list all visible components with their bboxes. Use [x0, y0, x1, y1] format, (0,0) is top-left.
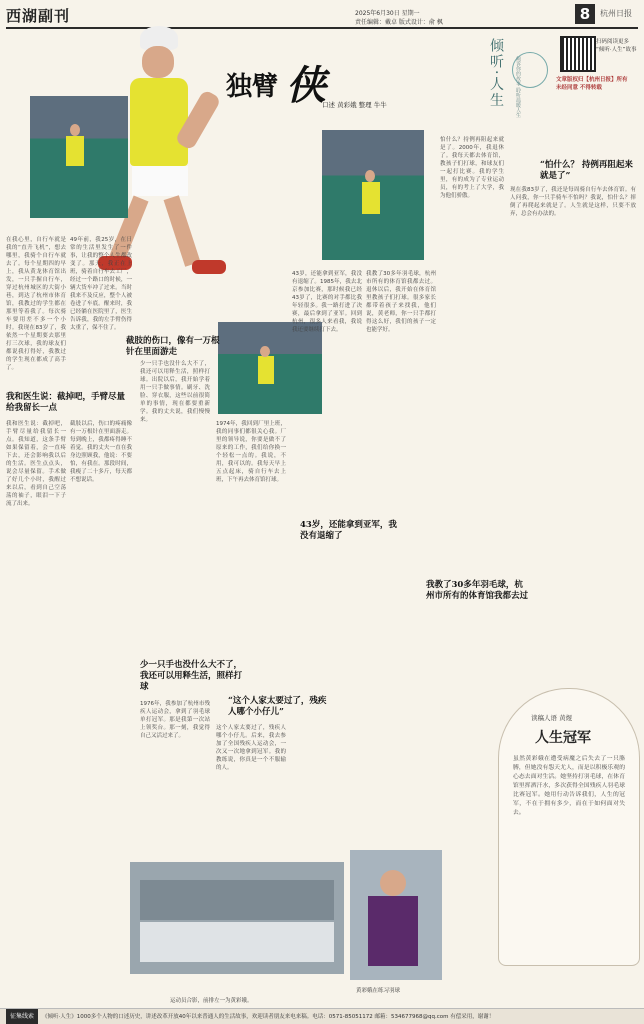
subhead-7: “怕什么？ 持例再阻起来就是了”: [540, 160, 633, 181]
shoe-right: [192, 260, 226, 274]
text-column: 我和医生说：截掉吧，手臂尽量给我留长一点。我知道，这条手臂如果保留着，会一直疼下去，还会影响我以后的生活。医生点点头，说会尽量保留。手术做了好几个小时，我醒过来以后，看到自己空荡荡的袖子，眼泪一下子流了出来。: [6, 421, 66, 507]
paper-name: 杭州日报: [600, 9, 632, 18]
text-column: 1976年，我参加了杭州市残疾人运动会，拿到了羽毛球单打冠军。那是我第一次站上领奖台。那一刻，我觉得自己又活过来了。: [140, 701, 210, 739]
subhead-4: “这个人家太要过了，残疾人哪个小仔儿”: [228, 696, 327, 717]
photo-training-right: [322, 130, 424, 260]
column-char: 倾: [488, 38, 504, 54]
text-column: 这个人家太要过了，残疾人哪个小仔儿。后来，我去参加了全国残疾人运动会，一次又一次地拿到冠军。我的教练说，你真是一个不服输的人。: [216, 725, 286, 771]
text-column: 我教了30多年羽毛球，杭州市所有的体育馆我都去过。退休以后，我开始在体育馆里教孩子们打球。很多家长都带着孩子来找我，他们说，黄老师，你一只手都打得这么好，我们的孩子一定也能学好。: [366, 271, 436, 333]
text-column: 在我心里，自行车就是我的“直升飞机”，想去哪里，我骑个自行车就去了。每个星期四的早上，我从黄龙体育馆出发，一只手握自行车，穿过杭州城区的大街小巷，到达了杭州市体育馆，我教过的学生都在那里等着我了。每次骑车要用差不多一个小时。我现在83岁了，我依然一个星期要去那里打三次球，我的球友们都说我打得好，我教过的学生现在都成了高手了。: [6, 237, 66, 371]
leg-right: [164, 195, 201, 267]
column-name: [486, 38, 506, 108]
issue-date: 2025年6月30日 星期一: [355, 10, 420, 17]
subhead-5: 43岁，还能拿到亚军，我没有退缩了: [300, 520, 397, 541]
scan-text: 扫码阅读更多: [596, 39, 630, 45]
medal-caption: 黄彩娥在练习羽球: [356, 988, 401, 994]
person-body: [368, 896, 418, 966]
page-number: 8: [575, 4, 595, 24]
yellow-shirt: [130, 78, 188, 166]
reader-note-title: 人生冠军: [535, 730, 591, 746]
column-char: ·: [488, 70, 504, 77]
photo-group: [130, 862, 344, 974]
head: [142, 46, 174, 78]
copyright-line-2: 未经同意 不得转载: [556, 85, 602, 91]
text-column: 43岁，还能拿到亚军，我没有退缩了。1985年，我去北京参加比赛，那时候我已经43岁了，比赛的对手都比我年轻很多。我一路打进了决赛，最后拿到了亚军。回到杭州，很多人来看我，我说我还要继续打下去。: [292, 271, 362, 333]
reader-note-label: 读稿人语 黄煜: [531, 714, 573, 722]
subhead-6: 我教了30多年羽毛球，杭州市所有的体育馆我都去过: [426, 580, 529, 601]
subhead-2: 截肢的伤口，像有一万根针在里面游走: [126, 336, 220, 357]
tagline-2: 聆听温暖人生: [515, 87, 521, 118]
player-head: [365, 170, 375, 182]
article-title-script: 侠: [286, 62, 326, 109]
player-figure: [258, 356, 274, 384]
text-column: 少一只手也没什么大不了，我还可以用释生活，照样打球。出院以后，我开始学着用一只手做事情。刷牙、洗脸、穿衣服，这些以前很简单的事情，现在都要重新学。我的丈夫说，我们慢慢来。: [140, 361, 210, 423]
byline: 口述 黄彩娥 整理 牛牛: [322, 101, 387, 109]
footer-bar: [0, 1008, 644, 1024]
player-head: [70, 124, 80, 136]
text-column: 现在我83岁了，我还是每周骑自行车去体育馆。有人问我，你一只手骑车不怕吗？我说，怕什么？摔倒了再爬起来就是了。人生就是这样，只要不放弃，总会有办法的。: [510, 187, 636, 217]
subhead-1: 我和医生说：截掉吧，手臂尽量给我留长一点: [6, 392, 126, 413]
reader-note-body: 虽然黄彩娥在遭受病魔之后失去了一只胳膊，但她没有怨天尤人，而是以积极乐观的心态去面对生活。她坚持打羽毛球，在体育馆里挥洒汗水，多次获得全国残疾人羽毛球比赛冠军。她用行动告诉我们，人生的冠军，不在于拥有多少，而在于如何面对失去。: [513, 756, 625, 816]
group-front-row: [140, 922, 334, 962]
photo-medal: [350, 850, 442, 980]
scan-sub: “倾听·人生”故事: [596, 47, 637, 53]
shorts: [132, 166, 188, 196]
player-figure: [66, 136, 84, 166]
footer-tag: 征集线索: [6, 1009, 38, 1024]
text-column: 49年前，我25岁，在日常的生活里发生了一件事，让我的整个人生都改变了。那天，我正在上班，骑着自行车去工厂，经过一个路口的时候，一辆大货车冲了过来。当时我来不及反应，整个人被卷进了车底。醒来时，我已经躺在医院里了，医生告诉我，我的左手臂伤得太重了，保不住了。: [70, 237, 132, 331]
section-title: 西湖副刊: [6, 7, 71, 25]
column-char: 生: [488, 92, 504, 109]
reader-note: [498, 688, 640, 966]
person-head: [380, 870, 406, 896]
issue-editors: 责任编辑：戴卓 版式设计：俞 枫: [355, 19, 443, 26]
badge-tagline: [514, 56, 521, 118]
copyright-notice: [556, 76, 640, 92]
subhead-3: 少一只手也没什么大不了，我还可以用释生活，照样打球: [140, 660, 243, 692]
tagline-1: 倾诉你的故事: [515, 56, 521, 86]
photo-training-left: [30, 96, 128, 218]
copyright-line-1: 文章版权归【杭州日报】所有: [556, 77, 628, 83]
column-char: 听: [488, 54, 504, 70]
text-column: 1974年，我回到厂里上班，我的同事们都很关心我。厂里的领导说，你要是做不了原来的工作，我们给你换一个轻松一点的。我说，不用，我可以的。我每天早上五点起床，骑自行车去上班，下午再去体育馆打球。: [216, 421, 286, 483]
promo-text: [596, 38, 642, 54]
column-char: 人: [488, 76, 504, 93]
text-column: 怕什么？持例再阻起来就是了。2000年，我退休了。我每天都去体育馆，教孩子们打球，和球友们一起打比赛。我的学生里，有的成为了专业运动员，有的考上了大学，我为他们骄傲。: [440, 137, 504, 199]
qr-code[interactable]: [560, 36, 596, 72]
article-title: 独臂: [226, 72, 279, 102]
column-badge: [478, 36, 548, 126]
issue-meta: [355, 9, 555, 27]
group-back-row: [140, 880, 334, 920]
player-figure: [362, 182, 380, 214]
player-head: [260, 346, 270, 357]
footer-text: 《倾听·人生》1000多个人物的口述历史，讲述改革开放40年以来普通人的生活故事，欢迎读者朋友来电来稿。电话：0571-85051172 邮箱：534677968@qq.com 有偿采用，谢谢！: [42, 1014, 495, 1020]
group-caption: 运动员合影，前排左一为黄彩娥。: [170, 998, 253, 1004]
text-column: 截肢以后，伤口的疼痛像有一万根针在里面游走。每到晚上，我都疼得睡不着觉。我的丈夫一直在我身边照顾我，他说：不要怕，有我在。那段时间，我瘦了二十多斤，每天都不想说话。: [70, 421, 132, 483]
